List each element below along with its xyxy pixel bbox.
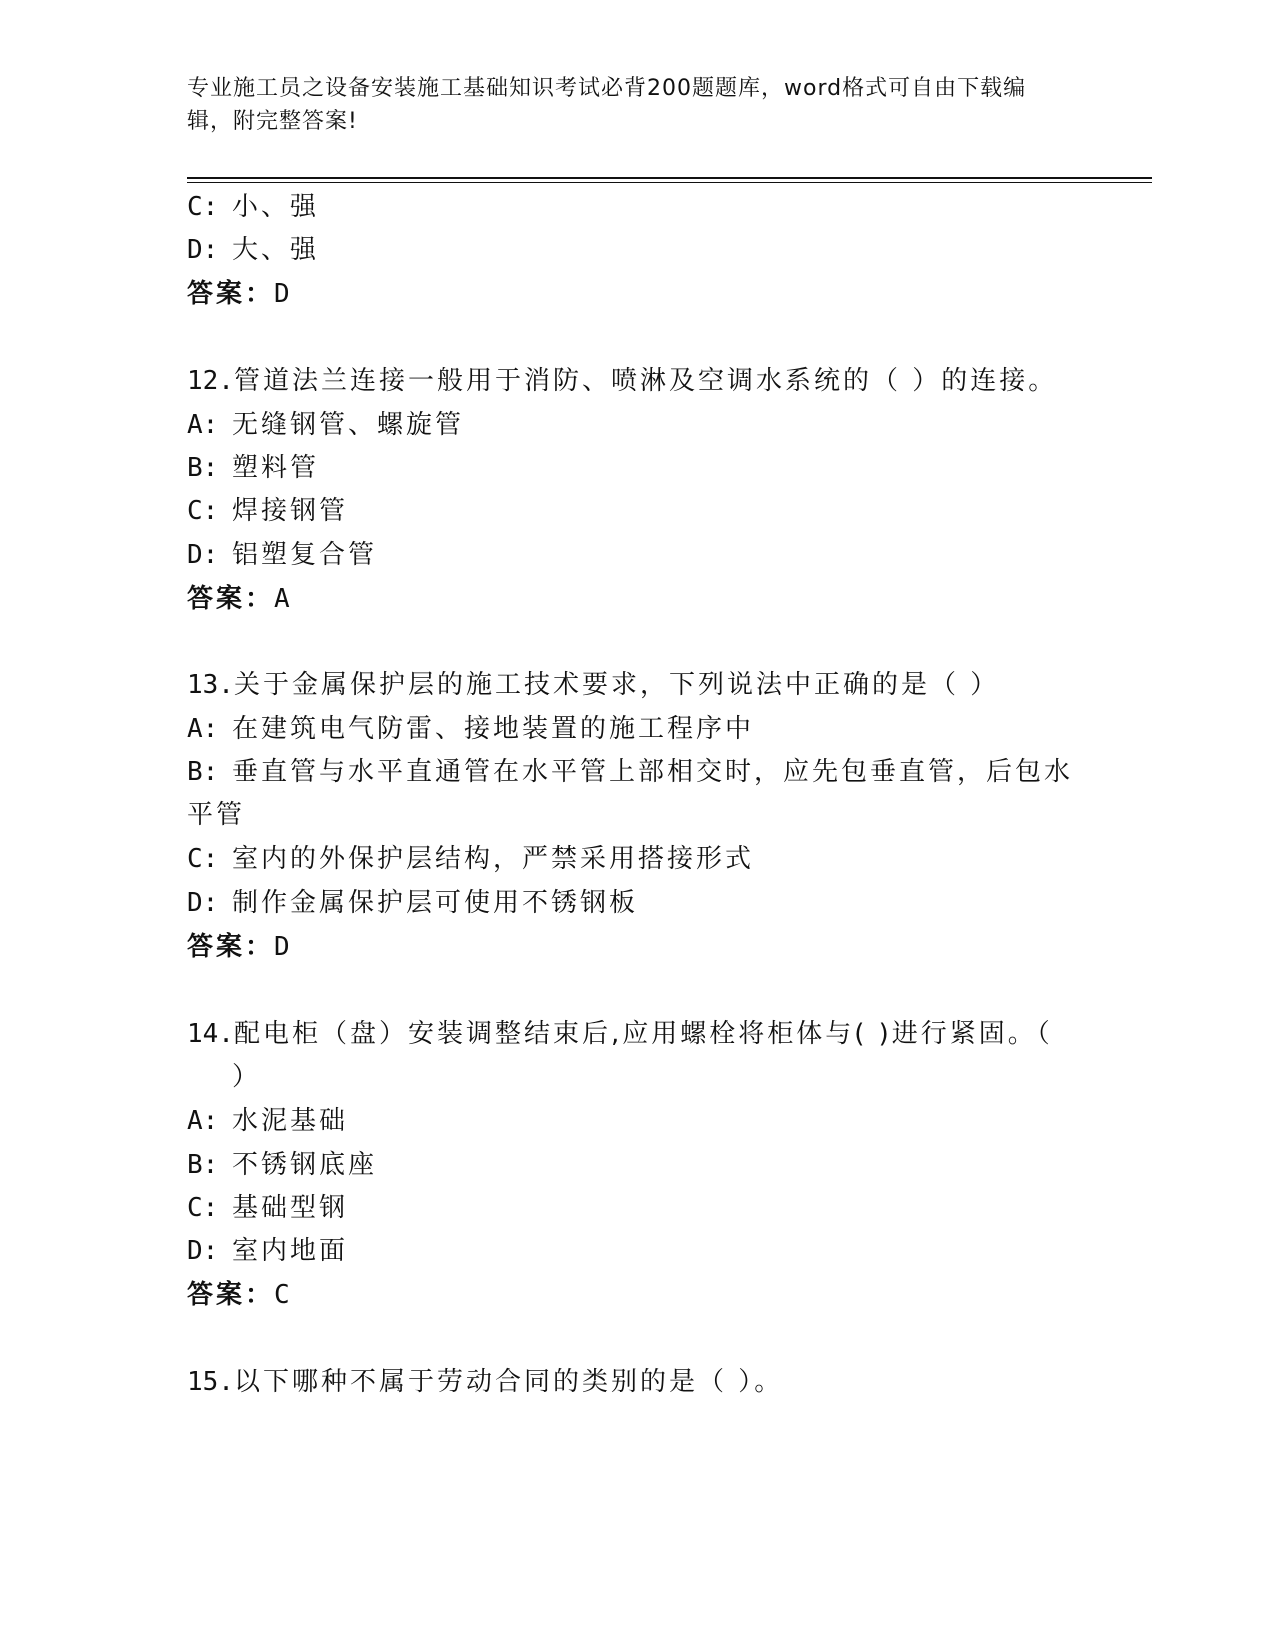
option-letter: B:: [187, 453, 219, 483]
option-letter: B:: [187, 1150, 219, 1180]
q13-answer: [187, 930, 293, 964]
question-number: 12.: [187, 366, 234, 396]
question-number: 15.: [187, 1367, 234, 1397]
option-text: 无缝钢管、螺旋管: [232, 410, 465, 440]
question-text: 关于金属保护层的施工技术要求，下列说法中正确的是（ ）: [233, 670, 1000, 700]
option-letter: C:: [187, 496, 219, 526]
answer-label: 答案：: [187, 932, 275, 962]
option-text: 制作金属保护层可使用不锈钢板: [232, 888, 639, 918]
answer-label: 答案：: [187, 1280, 275, 1310]
answer-value: C: [274, 1280, 293, 1310]
q11-answer: [187, 277, 293, 311]
option-letter: A:: [187, 410, 219, 440]
q12-option-c: [187, 494, 348, 528]
q14-option-c: [187, 1191, 348, 1225]
q15-stem: [187, 1365, 783, 1399]
question-text: 以下哪种不属于劳动合同的类别的是（ ）。: [233, 1367, 784, 1397]
question-text-continued: ）: [232, 1062, 262, 1092]
option-letter: C:: [187, 844, 219, 874]
q13-option-b: [187, 755, 1073, 789]
option-text: 大、强: [232, 235, 320, 265]
q11-option-c: [187, 190, 319, 224]
header-divider-thick: [187, 177, 1152, 179]
document-header: 专业施工员之设备安装施工基础知识考试必背200题题库，word格式可自由下载编辑，附完整答案!: [187, 76, 1027, 134]
answer-label: 答案：: [187, 584, 275, 614]
option-text: 铝塑复合管: [232, 540, 378, 570]
q13-option-d: [187, 886, 638, 920]
question-text: 配电柜（盘）安装调整结束后,应用螺栓将柜体与( )进行紧固。（: [233, 1019, 1053, 1049]
option-letter: D:: [187, 888, 219, 918]
q13-option-a: [187, 712, 754, 746]
q14-stem: [187, 1017, 1053, 1051]
answer-value: D: [274, 932, 293, 962]
question-text: 管道法兰连接一般用于消防、喷淋及空调水系统的（ ）的连接。: [233, 366, 1058, 396]
q12-answer: [187, 582, 293, 616]
option-text: 垂直管与水平直通管在水平管上部相交时，应先包垂直管，后包水: [232, 757, 1074, 787]
answer-value: A: [274, 584, 293, 614]
q12-option-d: [187, 538, 377, 572]
option-letter: A:: [187, 714, 219, 744]
q13-option-c: [187, 842, 754, 876]
q12-stem: [187, 364, 1057, 398]
q14-option-d: [187, 1234, 348, 1268]
q11-option-d: [187, 233, 319, 267]
header-divider-thin: [187, 182, 1152, 183]
answer-label: 答案：: [187, 279, 275, 309]
option-text: 基础型钢: [232, 1193, 349, 1223]
option-letter: B:: [187, 757, 219, 787]
option-text: 室内地面: [232, 1236, 349, 1266]
option-text: 不锈钢底座: [232, 1150, 378, 1180]
option-letter: A:: [187, 1106, 219, 1136]
option-text-continued: 平管: [187, 800, 246, 830]
q13-option-b-continued: [187, 798, 245, 832]
option-text: 水泥基础: [232, 1106, 349, 1136]
option-letter: D:: [187, 1236, 219, 1266]
option-text: 在建筑电气防雷、接地装置的施工程序中: [232, 714, 755, 744]
q14-answer: [187, 1278, 293, 1312]
option-text: 塑料管: [232, 453, 320, 483]
q14-stem-continued: [187, 1060, 261, 1094]
question-number: 14.: [187, 1019, 234, 1049]
option-letter: C:: [187, 192, 219, 222]
q12-option-b: [187, 451, 319, 485]
q13-stem: [187, 668, 999, 702]
q14-option-a: [187, 1104, 348, 1138]
option-text: 焊接钢管: [232, 496, 349, 526]
answer-value: D: [274, 279, 293, 309]
option-letter: D:: [187, 540, 219, 570]
option-text: 室内的外保护层结构，严禁采用搭接形式: [232, 844, 755, 874]
option-text: 小、强: [232, 192, 320, 222]
q12-option-a: [187, 408, 464, 442]
option-letter: C:: [187, 1193, 219, 1223]
q14-option-b: [187, 1148, 377, 1182]
question-number: 13.: [187, 670, 234, 700]
option-letter: D:: [187, 235, 219, 265]
